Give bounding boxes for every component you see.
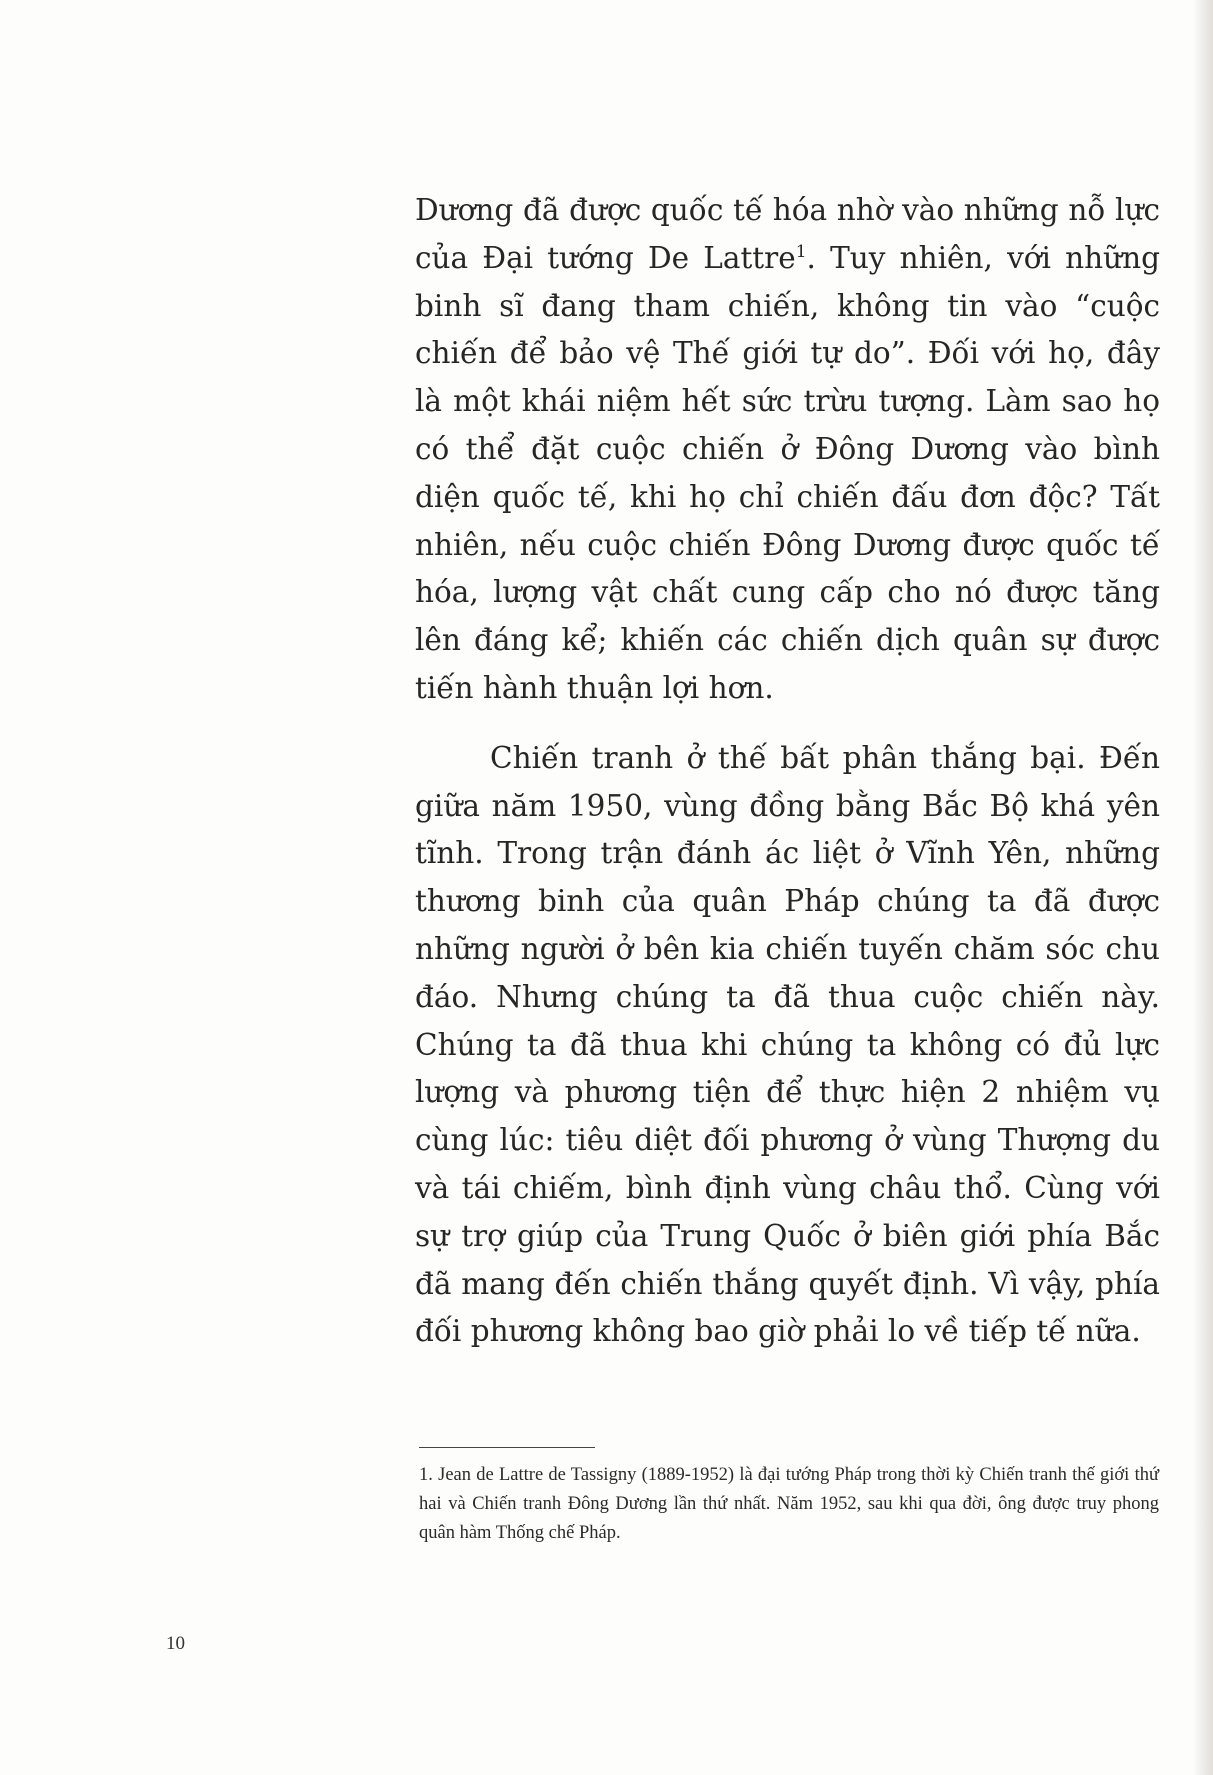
footnote-divider [419, 1447, 595, 1448]
paragraph-1-text: Dương đã được quốc tế hóa nhờ vào những nỗ lực của Đại tướng De Lattre [415, 193, 1160, 275]
page-number: 10 [166, 1633, 185, 1654]
page-edge-shadow [1193, 0, 1213, 1775]
paragraph-1-continued: . Tuy nhiên, với những binh sĩ đang tham chiến, không tin vào “cuộc chiến để bảo vệ Thế giới tự do”. Đối với họ, đây là một khái niệm hết sức trừu tượng. Làm sao họ có thể đặt cuộc chiến ở Đông Dương vào bình diện quốc tế, khi họ chỉ chiến đấu đơn độc? Tất nhiên, nếu cuộc chiến Đông Dương được quốc tế hóa, lượng vật chất cung cấp cho nó được tăng lên đáng kể; khiến các chiến dịch quân sự được tiến hành thuận lợi hơn. [415, 240, 1160, 705]
footnote-reference[interactable]: 1 [795, 241, 807, 262]
paragraph-2: Chiến tranh ở thế bất phân thắng bại. Đến giữa năm 1950, vùng đồng bằng Bắc Bộ khá yên tĩnh. Trong trận đánh ác liệt ở Vĩnh Yên, những thương binh của quân Pháp chúng ta đã được những người ở bên kia chiến tuyến chăm sóc chu đáo. Nhưng chúng ta đã thua cuộc chiến này. Chúng ta đã thua khi chúng ta không có đủ lực lượng và phương tiện để thực hiện 2 nhiệm vụ cùng lúc: tiêu diệt đối phương ở vùng Thượng du và tái chiếm, bình định vùng châu thổ. Cùng với sự trợ giúp của Trung Quốc ở biên giới phía Bắc đã mang đến chiến thắng quyết định. Vì vậy, phía đối phương không bao giờ phải lo về tiếp tế nữa. [415, 740, 1160, 1349]
main-text [415, 187, 1160, 1356]
paragraph-1 [415, 187, 1160, 713]
footnote-text: 1. Jean de Lattre de Tassigny (1889-1952) là đại tướng Pháp trong thời kỳ Chiến tranh thế giới thứ hai và Chiến tranh Đông Dương lần thứ nhất. Năm 1952, sau khi qua đời, ông được truy phong quân hàm Thống chế Pháp. [419, 1465, 1159, 1543]
